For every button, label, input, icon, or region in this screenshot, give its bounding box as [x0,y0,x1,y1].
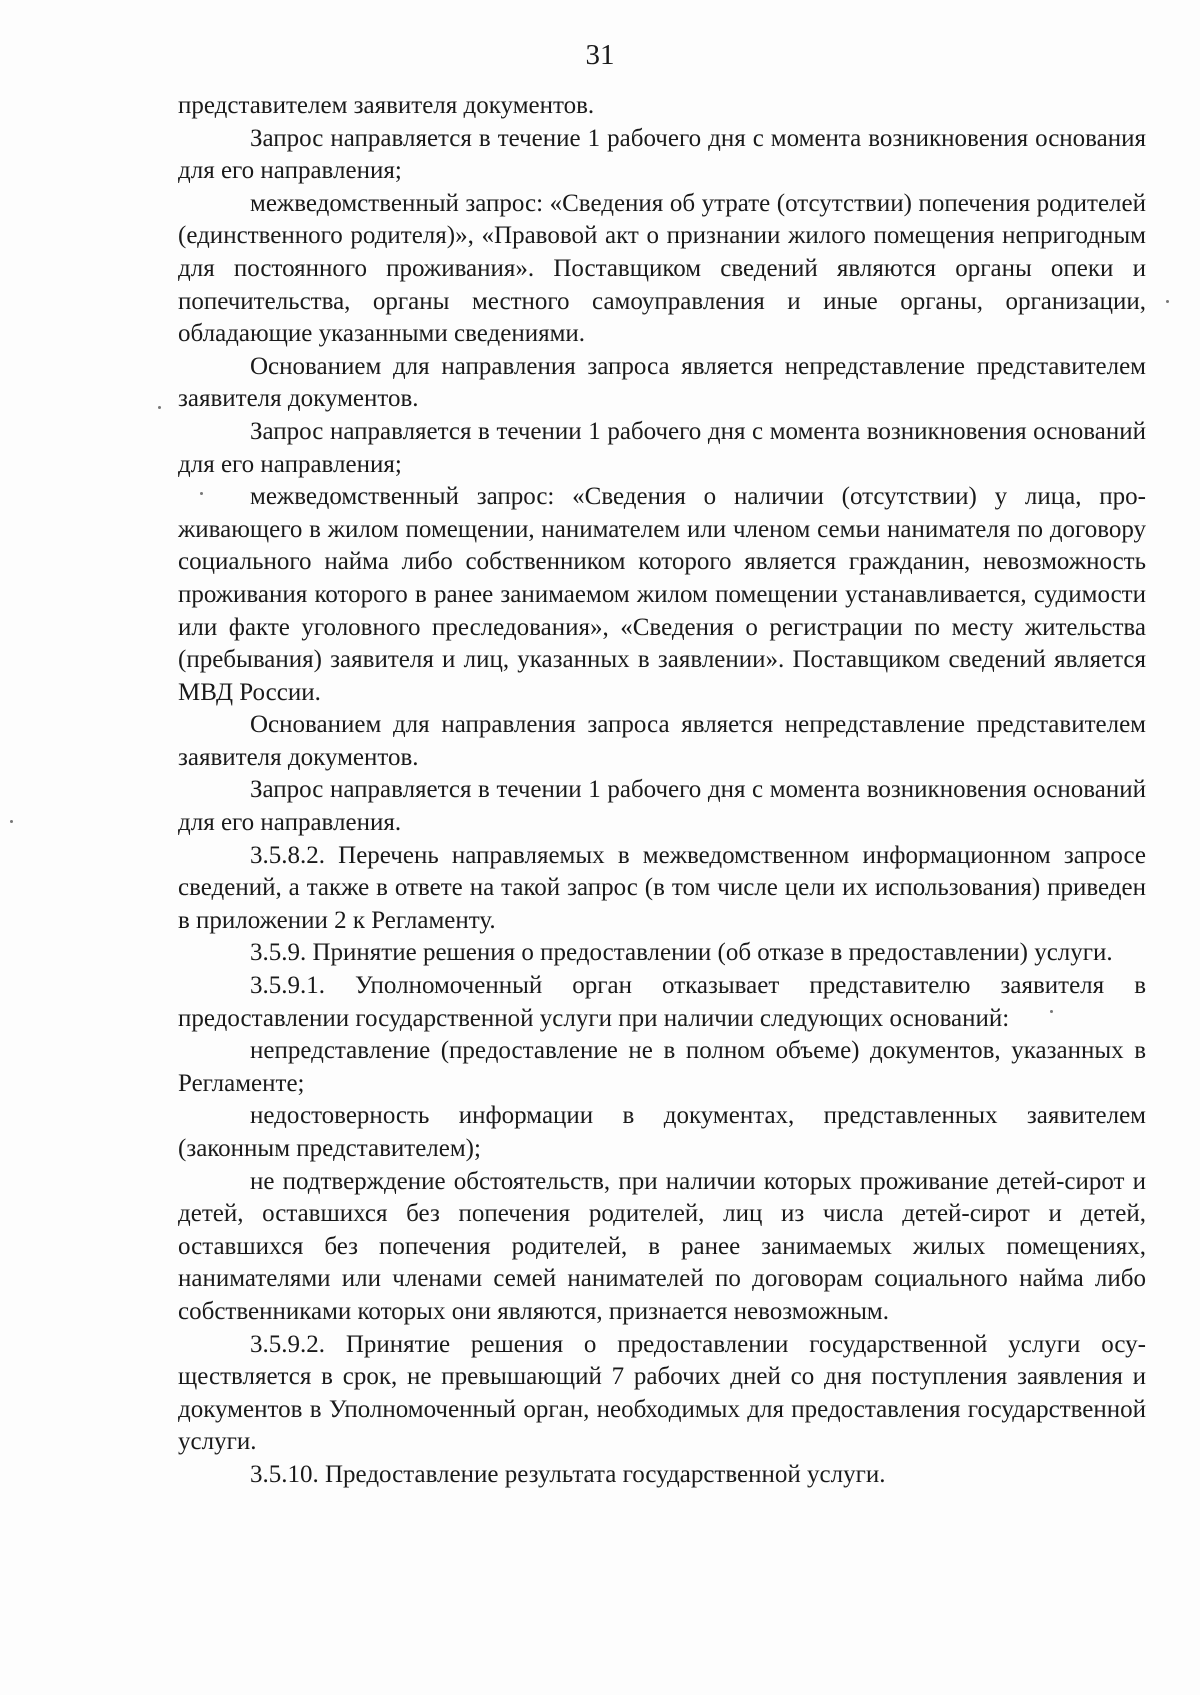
paragraph-4: Основанием для направления запроса является непредставление представителем заявителя документов. [178,352,1146,413]
paragraph-12: непредставление (предоставление не в полном объеме) документов, указанных в Регламенте; [178,1037,1146,1097]
page-number: 31 [585,39,615,71]
paragraph-13: недостоверность информации в документах, представленных заявителем (законным представителем); [178,1102,1146,1162]
paragraph-7: Основанием для направления запроса является непредставление представителем заявителя документов. [178,711,1146,771]
paragraph-6: межведомственный запрос: «Сведения о наличии (отсутствии) у лица, проживающего в жилом помещении, нанимателем или членом семьи нанимателя по договору социального найма либо собственником которого является гражданин, невозможность проживания которого в ранее занимаемом жилом помещении устанавливается, судимости или факте уголовного преследования», «Сведения о регистрации по месту жительства (пребывания) заявителя и лиц, указанных в заявлении». Поставщиком сведений является МВД России. [178,483,1146,706]
paragraph-5: Запрос направляется в течении 1 рабочего дня с момента возникновения оснований для его направления; [178,417,1146,478]
paragraph-14: не подтверждение обстоятельств, при наличии которых проживание детей-сирот и детей, оставшихся без попечения родителей, лиц из числа детей-сирот и детей, оставшихся без попечения родителей, в ранее занимаемых жилых помещениях, нанимателями или членами семей нанимателей по договорам социального найма либо собственниками которых они являются, признается невозможным. [178,1167,1146,1325]
paragraph-9: 3.5.8.2. Перечень направляемых в межведомственном информационном запросе сведений, а также в ответе на такой запрос (в том числе цели их использования) приведен в приложении 2 к Регламенту. [178,841,1146,934]
document-body [178,90,1146,1492]
paragraph-1: представителем заявителя документов. [178,92,595,119]
paragraph-10: 3.5.9. Принятие решения о предоставлении (об отказе в предоставлении) услуги. [250,939,1113,967]
paragraph-16: 3.5.10. Предоставление результата государственной услуги. [250,1460,886,1488]
paragraph-2: Запрос направляется в течение 1 рабочего дня с момента возникновения основания для его направления; [178,124,1146,185]
paragraph-15: 3.5.9.2. Принятие решения о предоставлении государственной услуги осуществляется в срок, не превышающий 7 рабочих дней со дня поступления заявления и документов в Уполномоченный орган, необходимых для предоставления государственной услуги. [178,1330,1146,1456]
paragraph-3: межведомственный запрос: «Сведения об утрате (отсутствии) попечения родителей (единственного родителя)», «Правовой акт о признании жилого помещения непригодным для постоянного проживания». Поставщиком сведений являются органы опеки и попечительства, органы местного самоуправления и иные органы, организации, обладающие указанными сведениями. [178,189,1146,348]
paragraph-11: 3.5.9.1. Уполномоченный орган отказывает представителю заявителя в предоставлении государственной услуги при наличии следующих оснований: [178,972,1146,1032]
paragraph-8: Запрос направляется в течении 1 рабочего дня с момента возникновения оснований для его направления. [178,776,1146,837]
